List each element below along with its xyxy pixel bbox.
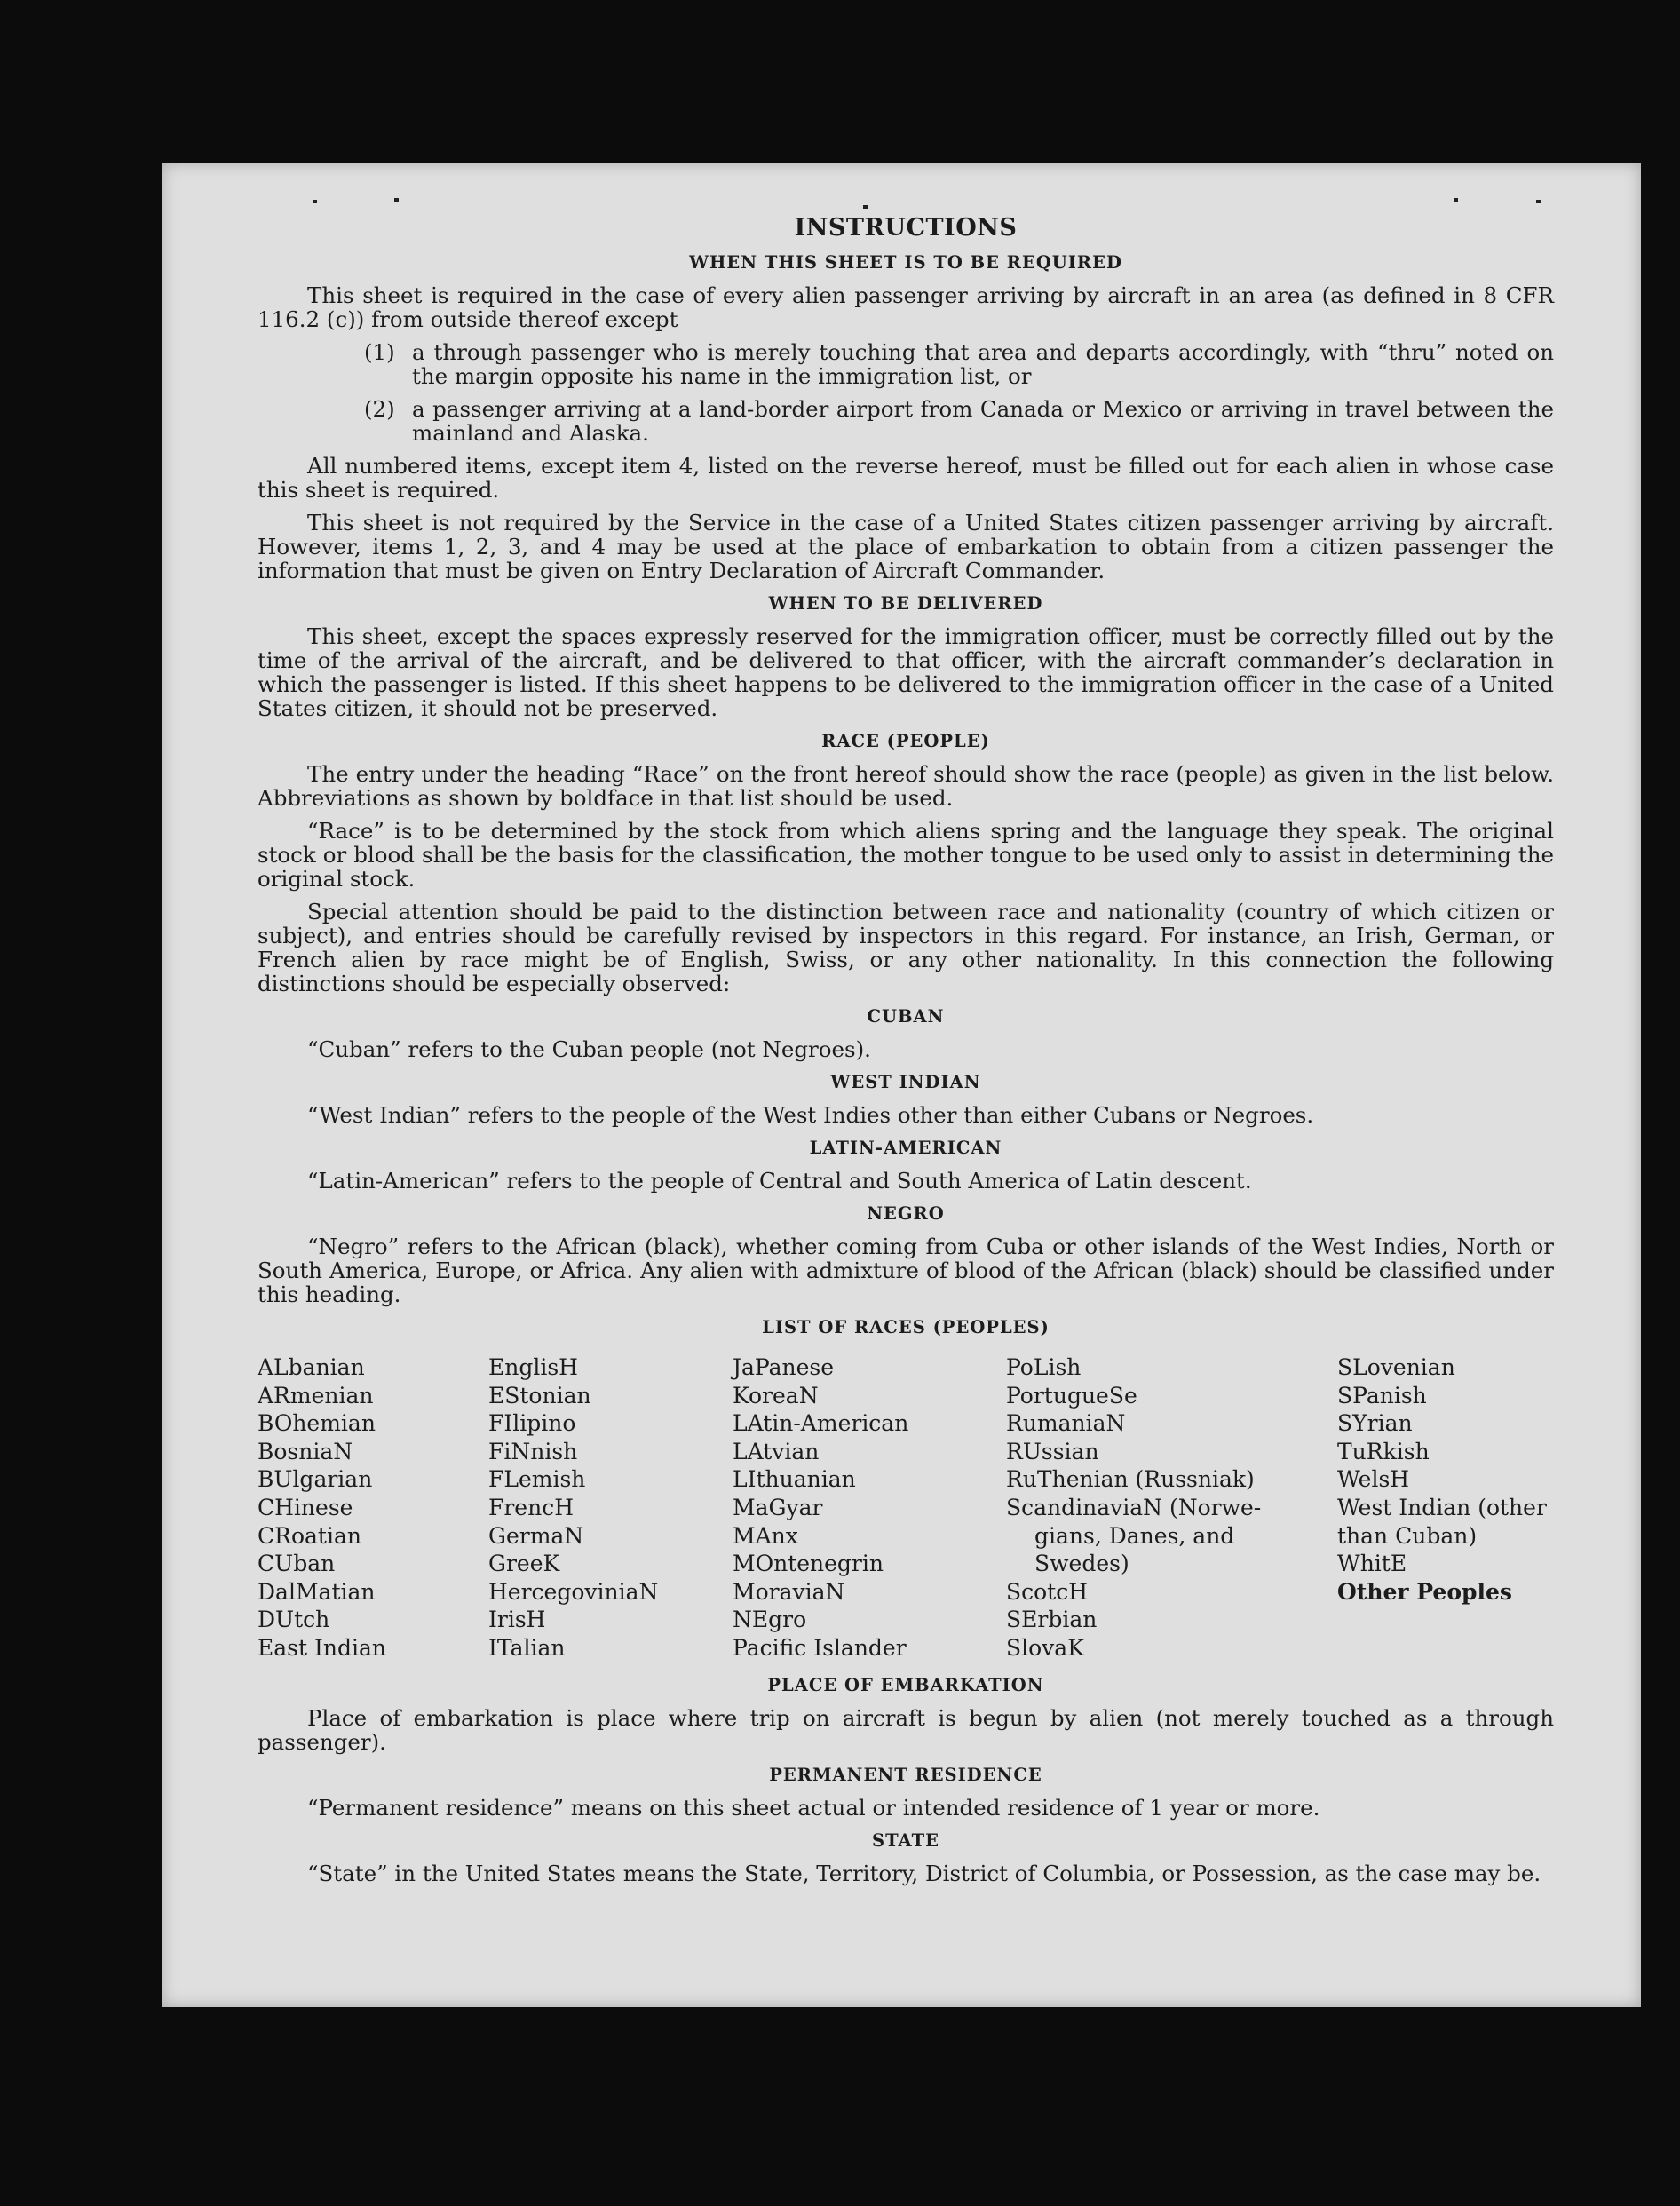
section-heading-cuban: CUBAN xyxy=(867,1006,945,1027)
race-entry: TuRkish xyxy=(1337,1438,1430,1464)
section-heading-race: RACE (PEOPLE) xyxy=(821,731,990,751)
race-entry: DUtch xyxy=(258,1607,330,1633)
race-entry: EStonian xyxy=(488,1382,591,1409)
race-entry: SYrian xyxy=(1337,1410,1413,1437)
race-entry: FiNnish xyxy=(488,1438,578,1464)
race-entry: WhitE xyxy=(1337,1551,1407,1577)
race-entry: DalMatian xyxy=(258,1578,376,1605)
race-entry: East Indian xyxy=(258,1634,386,1661)
section-heading-west-indian: WEST INDIAN xyxy=(830,1072,981,1092)
race-entry: BUlgarian xyxy=(258,1466,373,1493)
race-entry: BOhemian xyxy=(258,1410,376,1437)
paragraph-required-intro: This sheet is required in the case of every alien passenger arriving by aircraft in an area (as defined in 8 CFR 116.2 (c)) from outside thereof except xyxy=(258,282,1554,332)
paragraph-west-indian: “West Indian” refers to the people of the West Indies other than either Cubans or Negroes. xyxy=(307,1102,1314,1128)
paragraph-delivery: This sheet, except the spaces expressly reserved for the immigration officer, must be correctly filled out by the time of the arrival of the aircraft, and be delivered to that officer, with the aircraft commander’s declaration in which the passenger is listed. If this sheet happens to be delivered to the immigration officer in the case of a United States citizen, it should not be preserved. xyxy=(258,623,1554,721)
race-column xyxy=(1006,1353,1337,1662)
race-entry: RuThenian (Russniak) xyxy=(1006,1466,1255,1493)
race-entry: WelsH xyxy=(1337,1466,1410,1493)
race-entry: ALbanian xyxy=(258,1354,365,1380)
race-column xyxy=(733,1353,1006,1662)
race-entry: ITalian xyxy=(488,1634,566,1661)
race-entry: MoraviaN xyxy=(733,1578,845,1605)
race-entry: MOntenegrin xyxy=(733,1551,884,1577)
race-entry: Pacific Islander xyxy=(733,1634,907,1661)
speck xyxy=(394,198,399,202)
section-heading-state: STATE xyxy=(872,1829,939,1851)
race-entry: SPanish xyxy=(1337,1382,1427,1409)
exception-item xyxy=(364,397,1554,445)
race-entry: ScotcH xyxy=(1006,1578,1089,1605)
speck xyxy=(313,200,317,203)
race-entry: FLemish xyxy=(488,1466,586,1493)
paragraph-race-nationality: Special attention should be paid to the distinction between race and nationality (country of which citizen or subject), and entries should be carefully revised by inspectors in this regard. For instance, an Irish, German, or French alien by race might be of English, Swiss, or any other nationality. In this connection the following distinctions should be especially observed: xyxy=(258,899,1554,996)
race-entry: ScandinaviaN (Norwe- xyxy=(1006,1494,1262,1520)
race-entry: EnglisH xyxy=(488,1354,578,1380)
exception-item xyxy=(364,340,1554,388)
race-entry: LIthuanian xyxy=(733,1466,856,1493)
paragraph-residence: “Permanent residence” means on this sheet actual or intended residence of 1 year or more. xyxy=(307,1794,1320,1821)
paragraph-numbered-items: All numbered items, except item 4, listed on the reverse hereof, must be filled out for each alien in whose case this sheet is required. xyxy=(258,453,1554,503)
race-entry: MAnx xyxy=(733,1522,798,1549)
race-entry: SErbian xyxy=(1006,1607,1098,1633)
race-entry: FrencH xyxy=(488,1494,574,1520)
paragraph-negro: “Negro” refers to the African (black), whether coming from Cuba or other islands of the West Indies, North or South America, Europe, or Africa. Any alien with admixture of blood of the African (black) should be classified under this heading. xyxy=(258,1234,1554,1307)
race-entry: HercegoviniaN xyxy=(488,1578,659,1605)
race-entry: FIlipino xyxy=(488,1410,576,1437)
race-entry: RumaniaN xyxy=(1006,1410,1126,1437)
speck xyxy=(1454,198,1458,202)
exception-text: a through passenger who is merely touching that area and departs accordingly, with “thru” noted on the margin opposite his name in the immigration list, or xyxy=(412,339,1554,389)
section-heading-negro: NEGRO xyxy=(867,1203,945,1224)
race-entry-continued: gians, Danes, and xyxy=(1034,1522,1235,1549)
section-heading-when-delivered: WHEN TO BE DELIVERED xyxy=(768,593,1043,614)
race-entry: LAtin-American xyxy=(733,1410,909,1437)
section-heading-when-required: WHEN THIS SHEET IS TO BE REQUIRED xyxy=(689,252,1122,273)
speck xyxy=(1536,200,1541,203)
race-column xyxy=(258,1353,488,1662)
document-sheet xyxy=(162,163,1641,2007)
instructions-content xyxy=(258,216,1554,1885)
race-entry: ARmenian xyxy=(258,1382,374,1409)
race-entry: LAtvian xyxy=(733,1438,820,1464)
section-heading-residence: PERMANENT RESIDENCE xyxy=(769,1764,1042,1785)
race-list xyxy=(258,1353,1554,1662)
paragraph-citizen: This sheet is not required by the Service in the case of a United States citizen passenger arriving by aircraft. However, items 1, 2, 3, and 4 may be used at the place of embarkation to obtain from a citizen passenger the information that must be given on Entry Declaration of Aircraft Commander. xyxy=(258,510,1554,583)
exception-number: (2) xyxy=(364,396,395,422)
section-heading-latin-american: LATIN-AMERICAN xyxy=(809,1138,1002,1158)
race-entry: CUban xyxy=(258,1551,336,1577)
race-entry: JaPanese xyxy=(733,1354,835,1380)
speck xyxy=(863,205,868,209)
race-entry: Other Peoples xyxy=(1337,1578,1512,1605)
race-entry: KoreaN xyxy=(733,1382,819,1409)
section-heading-race-list: LIST OF RACES (PEOPLES) xyxy=(762,1317,1050,1337)
race-entry-continued: Swedes) xyxy=(1034,1551,1129,1577)
race-entry: IrisH xyxy=(488,1607,546,1633)
race-entry: CRoatian xyxy=(258,1522,361,1549)
document-title: INSTRUCTIONS xyxy=(794,214,1018,242)
exception-text: a passenger arriving at a land-border airport from Canada or Mexico or arriving in travel between the mainland and Alaska. xyxy=(412,396,1554,446)
race-entry: GermaN xyxy=(488,1522,584,1549)
exception-number: (1) xyxy=(364,339,395,365)
paragraph-race-entry: The entry under the heading “Race” on the front hereof should show the race (people) as given in the list below. Abbreviations as shown by boldface in that list should be used. xyxy=(258,761,1554,811)
paragraph-latin-american: “Latin-American” refers to the people of Central and South America of Latin descent. xyxy=(307,1168,1252,1194)
race-entry: BosniaN xyxy=(258,1438,353,1464)
section-heading-embarkation: PLACE OF EMBARKATION xyxy=(767,1674,1044,1695)
race-entry: PortugueSe xyxy=(1006,1382,1137,1409)
paragraph-race-definition: “Race” is to be determined by the stock from which aliens spring and the language they speak. The original stock or blood shall be the basis for the classification, the mother tongue to be used only to assist in determining the original stock. xyxy=(258,818,1554,892)
race-entry: CHinese xyxy=(258,1494,353,1520)
race-column xyxy=(1337,1353,1568,1662)
paragraph-embarkation: Place of embarkation is place where trip on aircraft is begun by alien (not merely touched as a through passenger). xyxy=(258,1704,1554,1755)
paragraph-cuban: “Cuban” refers to the Cuban people (not Negroes). xyxy=(307,1036,871,1062)
race-entry: MaGyar xyxy=(733,1494,823,1520)
race-entry: RUssian xyxy=(1006,1438,1099,1464)
race-entry: PoLish xyxy=(1006,1354,1082,1380)
race-entry: SLovenian xyxy=(1337,1354,1455,1380)
race-column xyxy=(488,1353,733,1662)
race-entry: SlovaK xyxy=(1006,1634,1084,1661)
race-entry: GreeK xyxy=(488,1551,560,1577)
race-entry: West Indian (other xyxy=(1337,1494,1547,1520)
paragraph-state: “State” in the United States means the State, Territory, District of Columbia, or Possession, as the case may be. xyxy=(307,1860,1541,1886)
race-entry-continued: than Cuban) xyxy=(1337,1522,1478,1549)
race-entry: NEgro xyxy=(733,1607,807,1633)
